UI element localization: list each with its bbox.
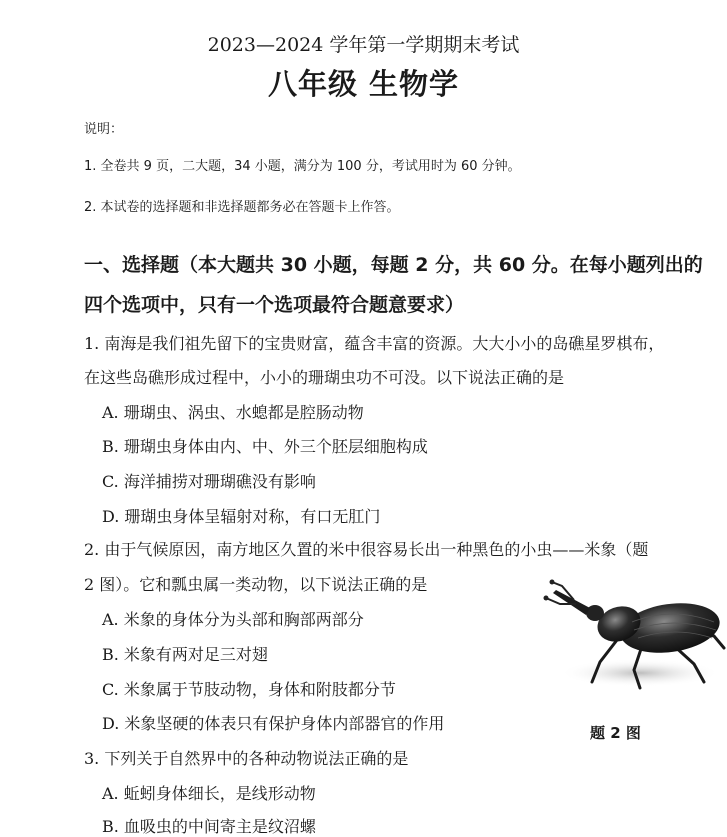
question-2-option-c: C. 米象属于节肢动物，身体和附肢都分节 xyxy=(102,680,396,699)
question-3-stem-line-1: 3. 下列关于自然界中的各种动物说法正确的是 xyxy=(84,749,409,768)
section-heading-line-1: 一、选择题（本大题共 30 小题，每题 2 分，共 60 分。在每小题列出的 xyxy=(84,254,703,276)
question-2-option-d: D. 米象坚硬的体表只有保护身体内部器官的作用 xyxy=(102,714,445,733)
question-1-stem-line-1: 1. 南海是我们祖先留下的宝贵财富，蕴含丰富的资源。大大小小的岛礁星罗棋布， xyxy=(84,334,665,353)
note-item-1: 1. 全卷共 9 页，二大题，34 小题，满分为 100 分，考试用时为 60 分钟。 xyxy=(84,159,521,174)
question-2-option-b: B. 米象有两对足三对翅 xyxy=(102,645,268,664)
exam-title: 2023—2024 学年第一学期期末考试 xyxy=(207,34,520,56)
question-2-option-a: A. 米象的身体分为头部和胸部两部分 xyxy=(102,610,364,629)
question-1-stem-line-2: 在这些岛礁形成过程中，小小的珊瑚虫功不可没。以下说法正确的是 xyxy=(84,368,565,387)
notes-label: 说明： xyxy=(84,122,124,137)
question-2-stem-line-1: 2. 由于气候原因，南方地区久置的米中很容易长出一种黑色的小虫——米象（题 xyxy=(84,540,649,559)
question-1-option-c: C. 海洋捕捞对珊瑚礁没有影响 xyxy=(102,472,316,491)
subject-title: 八年级 生物学 xyxy=(267,67,460,101)
question-3-option-a: A. 蚯蚓身体细长，是线形动物 xyxy=(102,784,316,803)
note-item-2: 2. 本试卷的选择题和非选择题都务必在答题卡上作答。 xyxy=(84,200,400,215)
question-2-stem-line-2: 2 图）。它和瓢虫属一类动物，以下说法正确的是 xyxy=(84,575,428,594)
weevil-figure xyxy=(522,578,727,698)
question-1-option-d: D. 珊瑚虫身体呈辐射对称，有口无肛门 xyxy=(102,507,381,526)
question-3-option-b: B. 血吸虫的中间寄主是纹沼螺 xyxy=(102,817,316,836)
question-1-option-a: A. 珊瑚虫、涡虫、水螅都是腔肠动物 xyxy=(102,403,364,422)
question-1-option-b: B. 珊瑚虫身体由内、中、外三个胚层细胞构成 xyxy=(102,437,428,456)
figure-caption: 题 2 图 xyxy=(590,724,641,742)
section-heading-line-2: 四个选项中，只有一个选项最符合题意要求） xyxy=(84,294,465,316)
